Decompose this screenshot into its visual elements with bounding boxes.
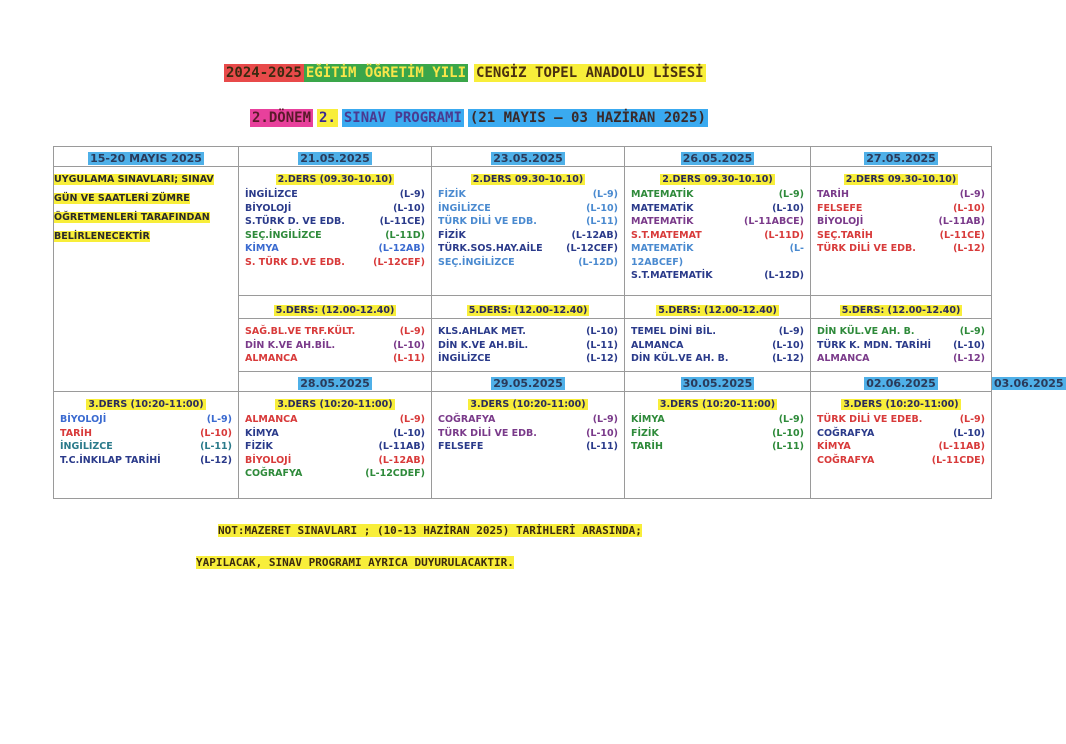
- exam-row: [817, 202, 985, 216]
- exam-row: [438, 242, 618, 256]
- exam-number: 2.: [319, 110, 336, 126]
- date-range: (21 MAYIS – 03 HAZİRAN 2025): [469, 110, 706, 126]
- exam-level: (L-11): [393, 353, 425, 364]
- exam-row: [245, 413, 425, 427]
- slot-label: 5.DERS: (12.00-12.40): [239, 296, 432, 319]
- exam-row: [438, 427, 618, 441]
- exam-level: (L-12): [953, 243, 985, 254]
- exam-subject: BİYOLOJİ: [245, 202, 292, 214]
- exam-subject: FİZİK: [245, 441, 273, 452]
- exam-row: [438, 256, 618, 270]
- exam-subject: İNGİLİZCE: [245, 189, 298, 200]
- slot-label: 3.DERS (10:20-11:00): [277, 399, 393, 410]
- exam-subject: ALMANCA: [817, 353, 870, 364]
- exam-level: (L-12): [953, 353, 985, 364]
- exam-level: (L-9): [959, 189, 985, 200]
- exam-level: (L-10): [772, 339, 804, 351]
- exam-row: [438, 215, 618, 229]
- exam-list: [239, 319, 431, 368]
- exam-row: [631, 202, 804, 216]
- school-name: CENGİZ TOPEL ANADOLU LİSESİ: [476, 65, 704, 81]
- exam-level: (L-11): [586, 339, 618, 351]
- school-year: 2024-2025: [226, 65, 302, 81]
- exam-subject: ALMANCA: [245, 414, 298, 425]
- exam-row: [631, 188, 804, 202]
- slot-label: 3.DERS (10:20-11:00): [470, 399, 586, 410]
- exam-level: (L-11): [586, 216, 618, 227]
- exam-level: (L-11AB): [378, 441, 425, 452]
- exam-subject: TARİH: [631, 441, 663, 452]
- exam-subject: S.T.MATEMAT: [631, 229, 702, 241]
- exam-level: (L-11D): [385, 229, 425, 241]
- exam-level: (L-11CE): [939, 229, 985, 241]
- exam-list: [239, 411, 431, 483]
- exam-row: [817, 427, 985, 441]
- date-header: 30.05.2025: [625, 372, 811, 392]
- exam-subject: KLS.AHLAK MET.: [438, 326, 526, 337]
- exam-level: (L-12D): [764, 270, 804, 281]
- exam-subject: ALMANCA: [245, 353, 298, 364]
- slot-cell: [625, 392, 811, 499]
- exam-list: [432, 186, 624, 271]
- exam-level: (L-12CEF): [373, 256, 425, 268]
- slot-label: 2.DERS (09.30-10.10): [277, 174, 393, 185]
- exam-row: [438, 413, 618, 427]
- term-label: 2.DÖNEM: [252, 110, 312, 126]
- exam-level: (L-9): [399, 189, 425, 200]
- exam-subject: SEÇ.TARİH: [817, 229, 873, 241]
- exam-row: [60, 413, 232, 427]
- exam-subject: DİN KÜL.VE AH. B.: [817, 326, 915, 337]
- exam-row: [60, 427, 232, 441]
- exam-level: (L-10): [772, 202, 804, 214]
- exam-subject: S.TÜRK D. VE EDB.: [245, 216, 345, 227]
- exam-level: (L-11AB): [938, 216, 985, 227]
- exam-level: (L-12AB): [378, 243, 425, 254]
- exam-subject: FELSEFE: [438, 441, 484, 452]
- exam-level: (L-12D): [578, 256, 618, 268]
- exam-level: (L-9): [959, 326, 985, 337]
- slot-cell: [239, 319, 432, 372]
- exam-row: [631, 339, 804, 353]
- exam-list: [54, 411, 238, 469]
- exam-row: [817, 413, 985, 427]
- exam-row: [631, 229, 804, 243]
- exam-row: [438, 339, 618, 353]
- slot-label: 5.DERS: (12.00-12.40): [811, 296, 992, 319]
- exam-row: [245, 454, 425, 468]
- exam-level: (L-9): [592, 414, 618, 425]
- slot-cell: [54, 392, 239, 499]
- makeup-exam-note: NOT:MAZERET SINAVLARI ; (10-13 HAZİRAN 2025) TARİHLERİ ARASINDA;: [218, 524, 642, 537]
- exam-row: [245, 242, 425, 256]
- slot-cell: [811, 167, 992, 296]
- exam-level: (L-10): [586, 326, 618, 337]
- exam-subject: KİMYA: [817, 441, 851, 452]
- date-header: 29.05.2025: [432, 372, 625, 392]
- exam-level: (L-10): [200, 427, 232, 439]
- exam-list: [432, 411, 624, 456]
- exam-list: [811, 411, 991, 469]
- exam-subject: İNGİLİZCE: [438, 353, 491, 364]
- slot-cell: [239, 392, 432, 499]
- exam-row: [245, 352, 425, 366]
- exam-row: [245, 467, 425, 481]
- exam-level: (L-11AB): [938, 441, 985, 452]
- exam-level: (L-11CE): [379, 216, 425, 227]
- exam-row: [817, 229, 985, 243]
- exam-subject: MATEMATİK: [631, 243, 694, 254]
- exam-level: (L-12): [772, 353, 804, 364]
- exam-row: [817, 325, 985, 339]
- program-label: SINAV PROGRAMI: [343, 110, 462, 126]
- exam-subject: S. TÜRK D.VE EDB.: [245, 256, 345, 268]
- slot-label: 2.DERS 09.30-10.10): [662, 174, 773, 185]
- exam-subject: MATEMATİK: [631, 202, 694, 214]
- exam-level: (L-12): [200, 454, 232, 466]
- exam-subject: COĞRAFYA: [245, 468, 303, 479]
- exam-subject: MATEMATİK: [631, 216, 694, 227]
- slot-label: 3.DERS (10:20-11:00): [843, 399, 959, 410]
- exam-subject: KİMYA: [245, 427, 279, 439]
- exam-level: (L-9): [778, 326, 804, 337]
- exam-level: [798, 256, 804, 270]
- exam-row: [245, 215, 425, 229]
- exam-subject: DİN K.VE AH.BİL.: [245, 339, 336, 351]
- exam-level: (L-9): [206, 414, 232, 425]
- exam-subject: FELSEFE: [817, 202, 863, 214]
- exam-subject: İNGİLİZCE: [438, 202, 491, 214]
- exam-row: [631, 242, 804, 256]
- date-header: 02.06.2025: [811, 372, 992, 392]
- exam-row: [817, 242, 985, 256]
- exam-row: [245, 325, 425, 339]
- date-header: 27.05.2025: [811, 147, 992, 167]
- exam-level: (L-10): [953, 427, 985, 439]
- exam-subject: FİZİK: [631, 427, 659, 439]
- exam-level: (L-11): [772, 441, 804, 452]
- exam-row: [245, 229, 425, 243]
- exam-subject: FİZİK: [438, 189, 466, 200]
- exam-row: [817, 215, 985, 229]
- date-header: 21.05.2025: [239, 147, 432, 167]
- exam-subject: TÜRK DİLİ VE EDB.: [438, 427, 537, 439]
- exam-subject: DİN K.VE AH.BİL.: [438, 339, 529, 351]
- slot-cell: [432, 167, 625, 296]
- exam-subject: MATEMATİK: [631, 189, 694, 200]
- exam-row: [631, 352, 804, 366]
- exam-level: (L-12): [586, 353, 618, 364]
- title-line-1: [224, 64, 706, 82]
- exam-row: [245, 427, 425, 441]
- exam-level: (L-10): [953, 202, 985, 214]
- exam-row: [438, 202, 618, 216]
- exam-row: [60, 440, 232, 454]
- exam-row: [631, 427, 804, 441]
- slot-label: 2.DERS 09.30-10.10): [472, 174, 584, 185]
- exam-row: [245, 440, 425, 454]
- exam-subject: SAĞ.BL.VE TRF.KÜLT.: [245, 326, 356, 337]
- exam-row: [817, 440, 985, 454]
- education-year-label: EĞİTİM ÖĞRETİM YILI: [305, 65, 467, 81]
- exam-subject: COĞRAFYA: [817, 427, 875, 439]
- exam-level: (L-11): [200, 441, 232, 452]
- exam-subject: TARİH: [817, 189, 849, 200]
- exam-level: (L-11CDE): [931, 454, 985, 466]
- exam-level: (L-11ABCE): [744, 216, 804, 227]
- slot-label: 5.DERS: (12.00-12.40): [432, 296, 625, 319]
- exam-subject: İNGİLİZCE: [60, 441, 113, 452]
- exam-subject: TÜRK DİLİ VE EDB.: [438, 216, 537, 227]
- exam-level: (L-9): [399, 414, 425, 425]
- exam-row: [438, 352, 618, 366]
- exam-subject: SEÇ.İNGİLİZCE: [245, 229, 322, 241]
- title-line-2: [250, 109, 708, 127]
- exam-subject: KİMYA: [245, 243, 279, 254]
- exam-level: (L-10): [953, 339, 985, 351]
- exam-list: [811, 186, 991, 258]
- exam-row: [631, 215, 804, 229]
- exam-level: (L-10): [586, 202, 618, 214]
- date-header: 26.05.2025: [625, 147, 811, 167]
- exam-subject: BİYOLOJİ: [245, 454, 292, 466]
- slot-label: 2.DERS 09.30-10.10): [845, 174, 957, 185]
- exam-level: (L-12CDEF): [365, 468, 425, 479]
- exam-subject: TÜRK DİLİ VE EDB.: [817, 243, 916, 254]
- exam-row: [631, 256, 804, 270]
- exam-level: (L-12CEF): [566, 243, 618, 254]
- exam-subject: COĞRAFYA: [438, 414, 496, 425]
- slot-cell: [432, 392, 625, 499]
- date-header: 23.05.2025: [432, 147, 625, 167]
- slot-cell: [811, 392, 992, 499]
- exam-row: [245, 202, 425, 216]
- exam-row: [438, 325, 618, 339]
- exam-level: (L-9): [592, 189, 618, 200]
- exam-level: (L-11): [586, 441, 618, 452]
- exam-subject: TÜRK DİLİ VE EDEB.: [817, 414, 923, 425]
- exam-row: [817, 352, 985, 366]
- exam-list: [625, 319, 810, 368]
- slot-cell: [239, 167, 432, 296]
- exam-list: [625, 411, 810, 456]
- exam-subject: FİZİK: [438, 229, 466, 241]
- slot-cell: [811, 319, 992, 372]
- exam-subject: SEÇ.İNGİLİZCE: [438, 256, 515, 268]
- slot-label: 3.DERS (10:20-11:00): [659, 399, 776, 410]
- exam-subject: TEMEL DİNİ BİL.: [631, 326, 716, 337]
- exam-list: [811, 319, 991, 368]
- exam-row: [60, 454, 232, 468]
- exam-row: [817, 188, 985, 202]
- slot-cell: [625, 319, 811, 372]
- exam-level: (L-10): [393, 427, 425, 439]
- exam-subject: TÜRK K. MDN. TARİHİ: [817, 339, 932, 351]
- exam-row: [817, 454, 985, 468]
- exam-row: [438, 229, 618, 243]
- exam-subject: TÜRK.SOS.HAY.AİLE: [438, 243, 543, 254]
- exam-level: (L-12AB): [378, 454, 425, 466]
- exam-level: (L-9): [778, 414, 804, 425]
- exam-row: [631, 440, 804, 454]
- exam-row: [245, 339, 425, 353]
- exam-subject: TARİH: [60, 427, 92, 439]
- exam-subject: BİYOLOJİ: [60, 414, 107, 425]
- exam-list: [625, 186, 810, 285]
- exam-level: (L-9): [959, 414, 985, 425]
- exam-subject: BİYOLOJİ: [817, 216, 864, 227]
- exam-subject: COĞRAFYA: [817, 454, 875, 466]
- date-header: 28.05.2025: [239, 372, 432, 392]
- exam-row: [817, 339, 985, 353]
- exam-row: [245, 256, 425, 270]
- exam-level: (L-11D): [764, 229, 804, 241]
- exam-subject: S.T.MATEMATİK: [631, 270, 713, 281]
- slot-cell: [625, 167, 811, 296]
- exam-level: (L-12AB): [571, 229, 618, 241]
- announcement-note: YAPILACAK, SINAV PROGRAMI AYRICA DUYURULACAKTIR.: [196, 556, 514, 569]
- exam-list: [239, 186, 431, 271]
- slot-label: 3.DERS (10:20-11:00): [88, 399, 204, 410]
- exam-level: (L-10): [586, 427, 618, 439]
- exam-level: (L-9): [399, 326, 425, 337]
- exam-row: [245, 188, 425, 202]
- exam-subject: T.C.İNKILAP TARİHİ: [60, 454, 161, 466]
- exam-level: (L-10): [393, 202, 425, 214]
- exam-row: [438, 440, 618, 454]
- exam-level: (L-9): [778, 189, 804, 200]
- exam-schedule-table: 15-20 MAYIS 2025 21.05.2025 23.05.2025 26.05.2025 27.05.2025 UYGULAMA SINAVLARI; SINAV GÜN VE SAATLERİ ZÜMRE ÖĞRETMENLERİ TARAFINDAN BELİRLENECEKTİR 2.DERS (09.30-10.10) İNGİLİZCE (L-9) BİYOLOJİ (L-10) S.TÜRK D. VE EDB. (L-11CE) SEÇ.İNGİLİZCE (L-11D) KİMYA (L-12AB) S. TÜRK D.VE EDB. (L-12CEF) 2.DERS 09.30-10.10) FİZİK (L-9) İNGİLİZCE (L-10) TÜRK DİLİ VE EDB. (L-11) FİZİK (L-12AB) TÜRK.SOS.HAY.AİLE (L-12CEF) SEÇ.İNGİLİZCE (L-12D) 2.DERS 09.30-10.10) MATEMATİK (L-9) MATEMATİK (L-10) MATEMATİK (L-11ABCE) S.T.MATEMAT (L-11D) MATEMATİK (L- 12ABCEF) S.T.MATEMATİK (L-12D) 2.DERS 09.30-10.10) TARİH (L-9) FELSEFE (L-10) BİYOLOJİ (L-11AB) SEÇ.TARİH (L-11CE) TÜRK DİLİ VE EDB. (L-12) 5.DERS: (12.00-12.40) 5.DERS: (12.00-12.40) 5.DERS: (12.00-12.40) 5.DERS: (12.00-12.40) SAĞ.BL.VE TRF.KÜLT. (L-9) DİN K.VE AH.BİL. (L-10) ALMANCA (L-11) KLS.AHLAK MET. (L-10) DİN K.VE AH.BİL. (L-11) İNGİLİZCE (L-12) TEMEL DİNİ BİL. (L-9) ALMANCA (L-10) DİN KÜL.VE AH. B. (L-12) DİN KÜL.VE AH. B. (L-9) TÜRK K. MDN. TARİHİ (L-10) ALMANCA (L-12) 28.05.2025 29.05.2025 30.05.2025 02.06.2025 03.06.2025 3.DERS (10:20-11:00) BİYOLOJİ (L-9) TARİH (L-10) İNGİLİZCE (L-11) T.C.İNKILAP TARİHİ (L-12) 3.DERS (10:20-11:00) ALMANCA (L-9) KİMYA (L-10) FİZİK (L-11AB) BİYOLOJİ (L-12AB) COĞRAFYA (L-12CDEF) 3.DERS (10:20-11:00) COĞRAFYA (L-9) TÜRK DİLİ VE EDB. (L-10) FELSEFE (L-11) 3.DERS (10:20-11:00) KİMYA (L-9) FİZİK (L-10) TARİH (L-11) 3.DERS (10:20-11:00) TÜRK DİLİ VE EDEB. (L-9) COĞRAFYA (L-10) KİMYA (L-11AB) COĞRAFYA (L-11CDE): [53, 146, 992, 499]
- practical-exams-note: UYGULAMA SINAVLARI; SINAV GÜN VE SAATLERİ ZÜMRE ÖĞRETMENLERİ TARAFINDAN BELİRLENECEKTİR: [54, 167, 239, 392]
- exam-level: (L-10): [772, 427, 804, 439]
- exam-level: (L-10): [393, 339, 425, 351]
- exam-row: [631, 269, 804, 283]
- slot-cell: [432, 319, 625, 372]
- exam-row: [438, 188, 618, 202]
- exam-subject: KİMYA: [631, 414, 665, 425]
- slot-label: 5.DERS: (12.00-12.40): [625, 296, 811, 319]
- exam-row: [631, 413, 804, 427]
- date-header: 15-20 MAYIS 2025: [54, 147, 239, 167]
- exam-subject: 12ABCEF): [631, 256, 684, 268]
- exam-level: (L-: [789, 243, 804, 254]
- exam-list: [432, 319, 624, 368]
- exam-subject: DİN KÜL.VE AH. B.: [631, 353, 729, 364]
- exam-subject: ALMANCA: [631, 339, 684, 351]
- exam-row: [631, 325, 804, 339]
